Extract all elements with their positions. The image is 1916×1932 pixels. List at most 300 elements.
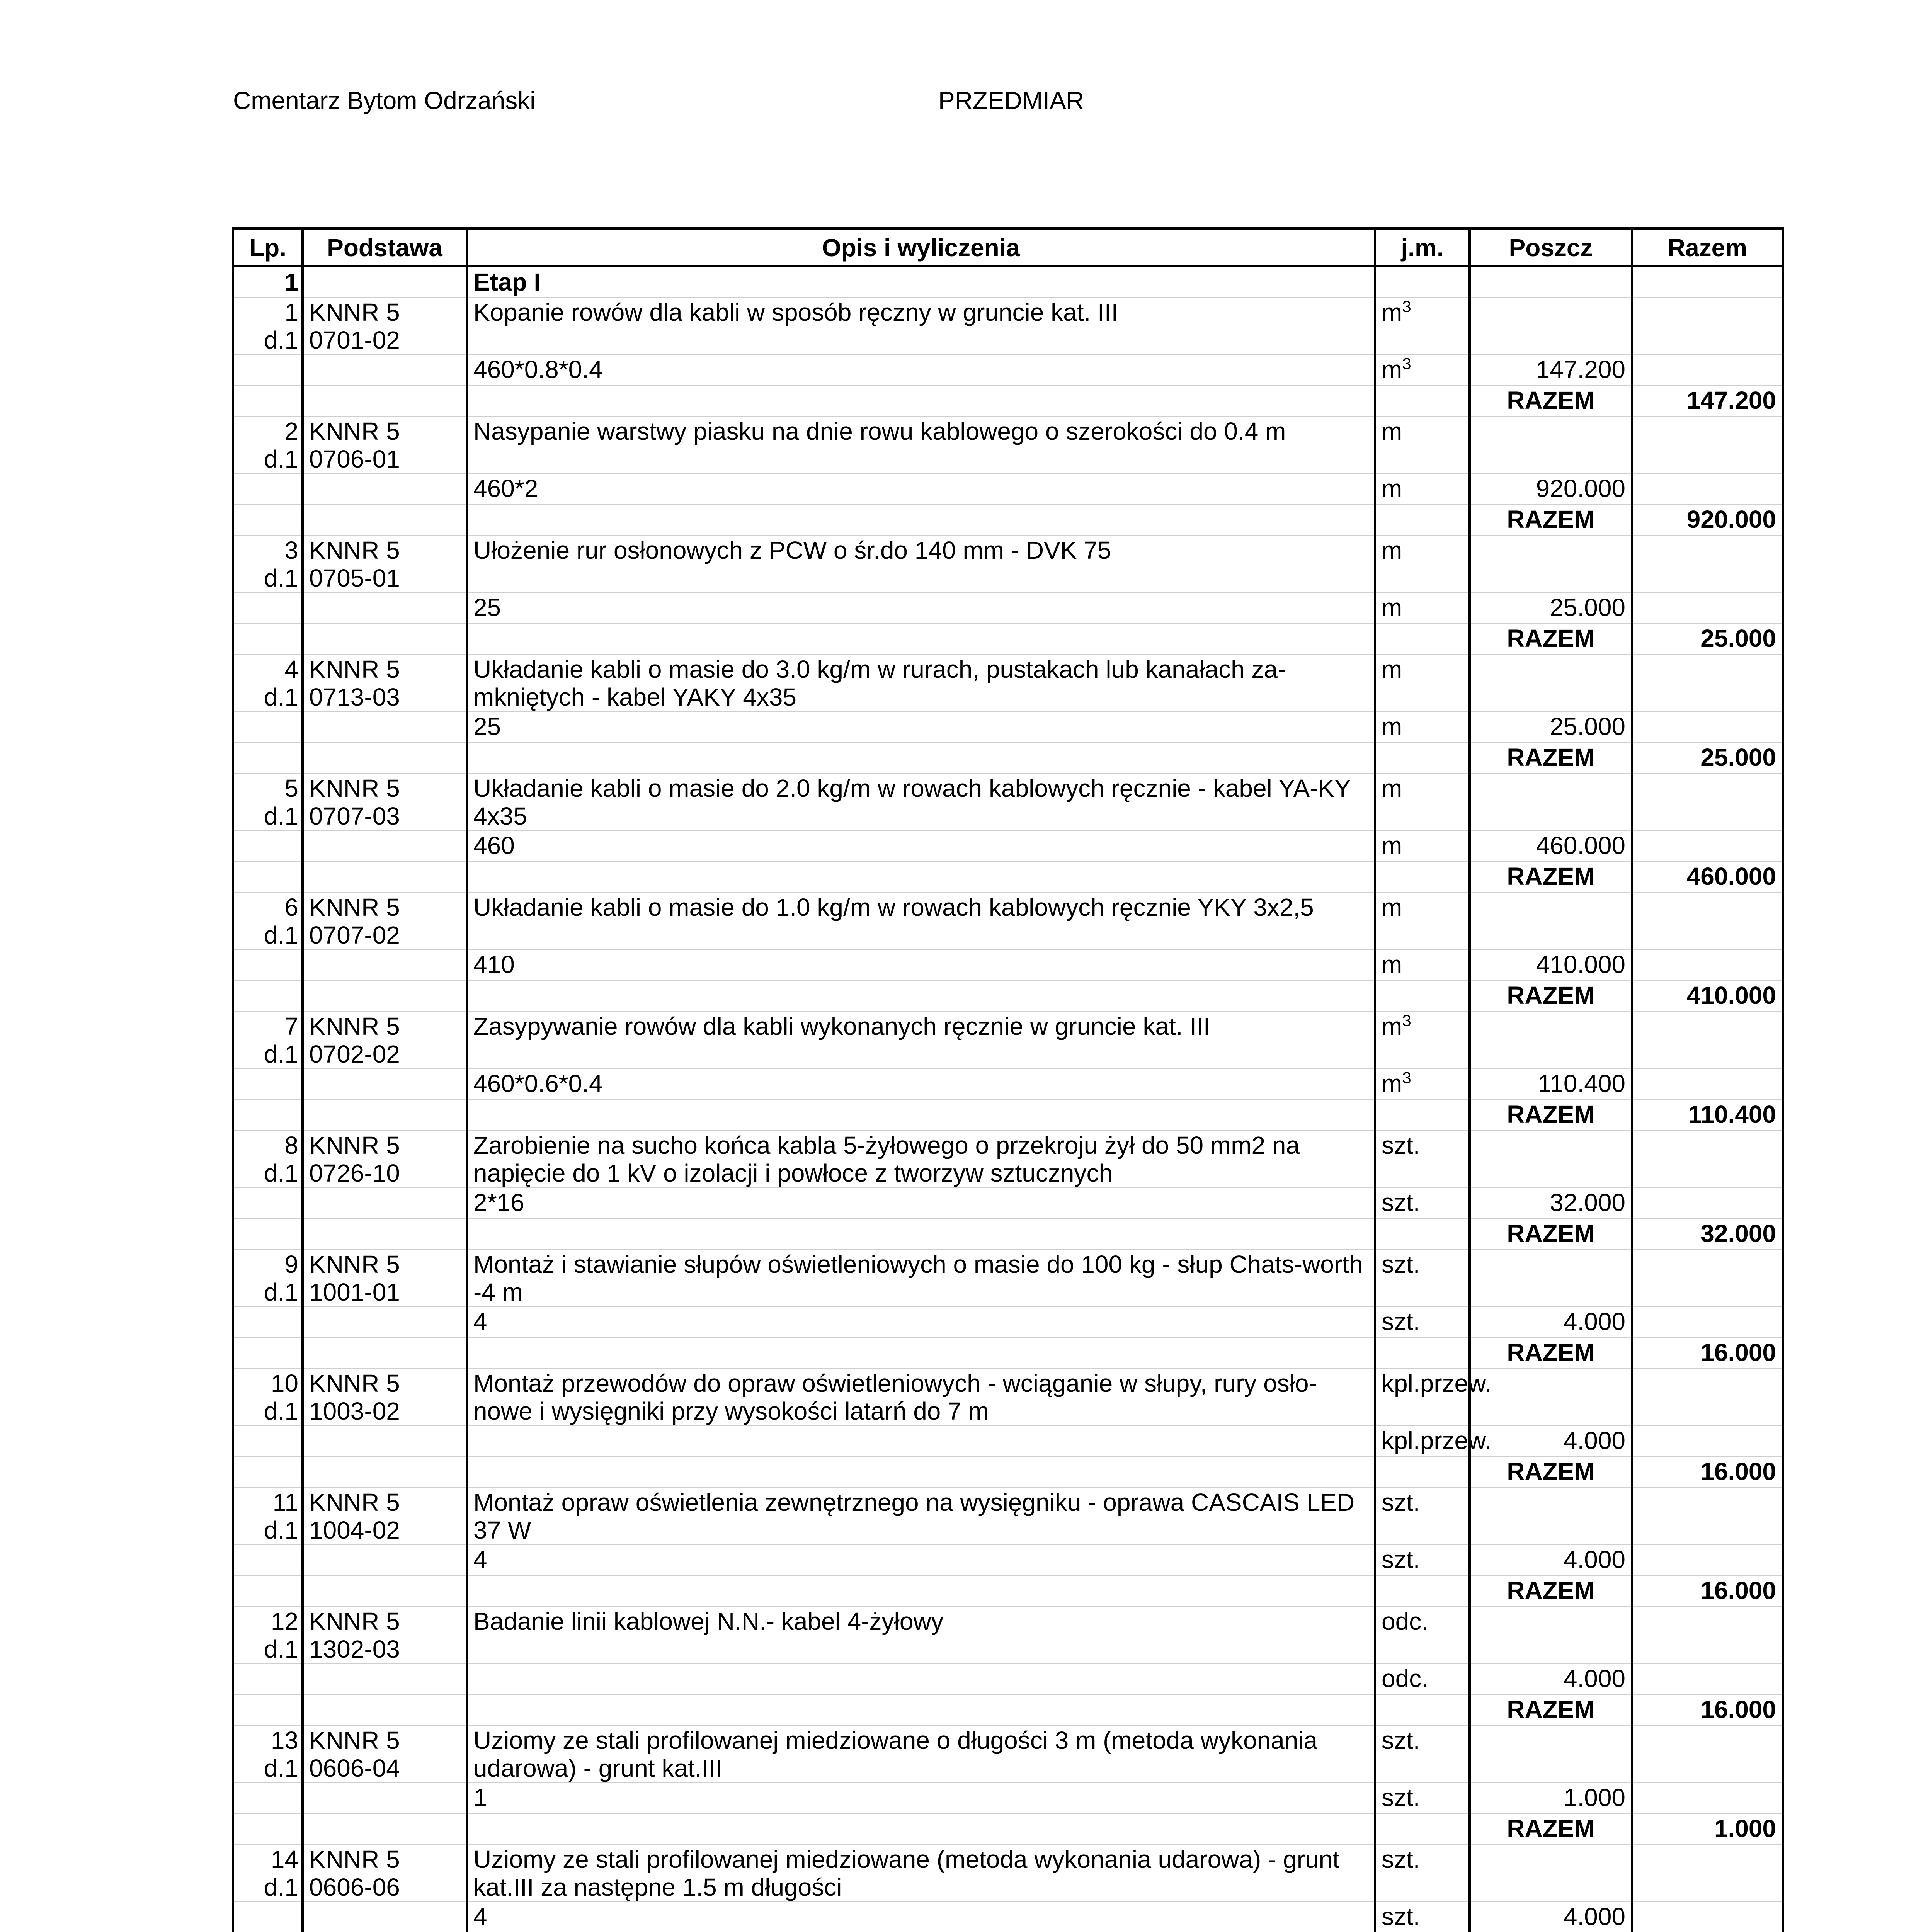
przedmiar-table [232, 227, 1784, 1932]
col-podstawa-header: Podstawa [303, 228, 467, 266]
empty-cell [233, 1099, 303, 1130]
empty-cell [1470, 1130, 1632, 1187]
col-jm-header: j.m. [1375, 228, 1470, 266]
etap-name: Etap I [467, 266, 1375, 297]
item-sub: d.1 [264, 1278, 298, 1306]
empty-cell [1632, 1425, 1783, 1456]
empty-cell [303, 1456, 467, 1487]
table-row [233, 535, 1783, 592]
item-basis [303, 1844, 467, 1901]
empty-cell [1632, 1782, 1783, 1813]
poszcz-value: 4.000 [1470, 1663, 1632, 1694]
calc-expression: 4 [467, 1901, 1375, 1932]
unit-text: m [1382, 298, 1402, 326]
unit-text: szt. [1382, 1250, 1420, 1278]
table-row [233, 1725, 1783, 1782]
empty-cell [303, 1663, 467, 1694]
empty-cell [1632, 1187, 1783, 1218]
table-row [233, 1663, 1783, 1694]
razem-value: 16.000 [1632, 1337, 1783, 1368]
table-row [233, 830, 1783, 861]
razem-label: RAZEM [1470, 1337, 1632, 1368]
item-no: 9 [284, 1250, 298, 1278]
empty-cell [233, 1813, 303, 1844]
item-description: Montaż przewodów do opraw oświetleniowych - wciąganie w słupy, rury osło-nowe i wysięgniki przy wysokości latarń do 7 m [467, 1368, 1375, 1425]
item-no: 8 [284, 1131, 298, 1159]
calc-unit [1375, 354, 1470, 385]
razem-value: 147.200 [1632, 385, 1783, 416]
basis-catalog: KNNR 5 [309, 1488, 400, 1516]
item-number [233, 1130, 303, 1187]
razem-label: RAZEM [1470, 504, 1632, 535]
calc-unit-text: kpl.przew. [1382, 1427, 1492, 1454]
empty-cell [1375, 980, 1470, 1011]
unit-superscript: 3 [1402, 297, 1411, 316]
empty-cell [233, 980, 303, 1011]
item-unit [1375, 1130, 1470, 1187]
empty-cell [1375, 742, 1470, 773]
empty-cell [1632, 711, 1783, 742]
col-razem-header: Razem [1632, 228, 1783, 266]
item-basis [303, 773, 467, 830]
empty-cell [303, 830, 467, 861]
empty-cell [303, 1901, 467, 1932]
basis-position: 0726-10 [309, 1159, 400, 1187]
empty-cell [303, 385, 467, 416]
unit-text: odc. [1382, 1607, 1428, 1635]
empty-cell [233, 742, 303, 773]
empty-cell [1632, 416, 1783, 473]
item-number [233, 1725, 303, 1782]
empty-cell [1632, 892, 1783, 949]
basis-position: 1001-01 [309, 1278, 400, 1306]
empty-cell [233, 1306, 303, 1337]
calc-expression: 460*0.8*0.4 [467, 354, 1375, 385]
empty-cell [1632, 1068, 1783, 1099]
empty-cell [1470, 1725, 1632, 1782]
item-basis [303, 1606, 467, 1663]
empty-cell [1632, 1249, 1783, 1306]
basis-catalog: KNNR 5 [309, 774, 400, 802]
unit-text: m [1382, 655, 1402, 683]
empty-cell [1375, 504, 1470, 535]
item-no: 12 [271, 1607, 298, 1635]
empty-cell [467, 980, 1375, 1011]
empty-cell [233, 711, 303, 742]
item-unit [1375, 416, 1470, 473]
table-row [233, 416, 1783, 473]
calc-unit [1375, 473, 1470, 504]
item-unit [1375, 1011, 1470, 1068]
basis-catalog: KNNR 5 [309, 417, 400, 445]
razem-label: RAZEM [1470, 742, 1632, 773]
empty-cell [303, 623, 467, 654]
razem-label: RAZEM [1470, 623, 1632, 654]
table-row [233, 773, 1783, 830]
item-description: Zarobienie na sucho końca kabla 5-żyłowego o przekroju żył do 50 mm2 na napięcie do 1 kV o izolacji i powłoce z tworzyw sztucznych [467, 1130, 1375, 1187]
empty-cell [1470, 654, 1632, 711]
calc-expression: 460 [467, 830, 1375, 861]
empty-cell [233, 1782, 303, 1813]
empty-cell [467, 1218, 1375, 1249]
empty-cell [1632, 1606, 1783, 1663]
poszcz-value: 4.000 [1470, 1425, 1632, 1456]
table-row [233, 1782, 1783, 1813]
empty-cell [303, 861, 467, 892]
empty-cell [1632, 354, 1783, 385]
item-number [233, 1011, 303, 1068]
item-sub: d.1 [264, 921, 298, 949]
item-unit [1375, 654, 1470, 711]
empty-cell [233, 623, 303, 654]
razem-value: 110.400 [1632, 1099, 1783, 1130]
empty-cell [233, 1068, 303, 1099]
empty-cell [233, 1663, 303, 1694]
calc-unit-text: m [1382, 951, 1402, 978]
table-row [233, 1901, 1783, 1932]
empty-cell [1632, 654, 1783, 711]
item-sub: d.1 [264, 1873, 298, 1901]
unit-text: kpl.przew. [1382, 1369, 1492, 1397]
empty-cell [1632, 535, 1783, 592]
empty-cell [303, 1544, 467, 1575]
item-description: Uziomy ze stali profilowanej miedziowane o długości 3 m (metoda wykonania udarowa) - grunt kat.III [467, 1725, 1375, 1782]
calc-unit [1375, 830, 1470, 861]
item-unit [1375, 297, 1470, 354]
empty-cell [1375, 1456, 1470, 1487]
empty-cell [1375, 1218, 1470, 1249]
item-basis [303, 1368, 467, 1425]
razem-label: RAZEM [1470, 980, 1632, 1011]
item-no: 6 [284, 893, 298, 921]
item-number [233, 654, 303, 711]
razem-value: 920.000 [1632, 504, 1783, 535]
item-no: 5 [284, 774, 298, 802]
basis-position: 0702-02 [309, 1040, 400, 1068]
empty-cell [1470, 1844, 1632, 1901]
calc-unit [1375, 949, 1470, 980]
item-description: Układanie kabli o masie do 3.0 kg/m w rurach, pustakach lub kanałach za-mkniętych - kabel YAKY 4x35 [467, 654, 1375, 711]
empty-cell [1375, 861, 1470, 892]
basis-position: 1004-02 [309, 1516, 400, 1544]
table-row [233, 980, 1783, 1011]
table-row [233, 1694, 1783, 1725]
empty-cell [233, 830, 303, 861]
item-description: Zasypywanie rowów dla kabli wykonanych ręcznie w gruncie kat. III [467, 1011, 1375, 1068]
empty-cell [303, 1694, 467, 1725]
empty-cell [303, 354, 467, 385]
item-basis [303, 1011, 467, 1068]
table-row [233, 892, 1783, 949]
item-number [233, 1487, 303, 1544]
table-row [233, 1844, 1783, 1901]
item-unit [1375, 1368, 1492, 1425]
empty-cell [1375, 1099, 1470, 1130]
item-basis [303, 1487, 467, 1544]
empty-cell [233, 354, 303, 385]
empty-cell [1470, 1249, 1632, 1306]
table-row [233, 1544, 1783, 1575]
item-no: 14 [271, 1845, 298, 1873]
calc-unit-text: m [1382, 832, 1402, 859]
empty-cell [303, 1187, 467, 1218]
table-row [233, 1011, 1783, 1068]
item-unit [1375, 1487, 1470, 1544]
table-row [233, 1249, 1783, 1306]
empty-cell [303, 1218, 467, 1249]
empty-cell [233, 473, 303, 504]
empty-cell [1375, 1813, 1470, 1844]
item-number [233, 535, 303, 592]
empty-cell [233, 1337, 303, 1368]
item-description: Nasypanie warstwy piasku na dnie rowu kablowego o szerokości do 0.4 m [467, 416, 1375, 473]
item-unit [1375, 1725, 1470, 1782]
empty-cell [303, 504, 467, 535]
table-row [233, 385, 1783, 416]
empty-cell [1470, 1606, 1632, 1663]
basis-position: 1302-03 [309, 1635, 400, 1663]
razem-value: 16.000 [1632, 1456, 1783, 1487]
empty-cell [233, 504, 303, 535]
basis-catalog: KNNR 5 [309, 1607, 400, 1635]
basis-catalog: KNNR 5 [309, 1012, 400, 1040]
unit-text: szt. [1382, 1488, 1420, 1516]
item-number [233, 773, 303, 830]
empty-cell [233, 1694, 303, 1725]
item-description: Kopanie rowów dla kabli w sposób ręczny w gruncie kat. III [467, 297, 1375, 354]
table-row [233, 1487, 1783, 1544]
calc-unit [1375, 1901, 1470, 1932]
poszcz-value: 4.000 [1470, 1306, 1632, 1337]
table-row [233, 297, 1783, 354]
poszcz-value: 110.400 [1470, 1068, 1632, 1099]
table-row [233, 949, 1783, 980]
empty-cell [303, 1306, 467, 1337]
empty-cell [303, 592, 467, 623]
table-row [233, 1425, 1783, 1456]
calc-unit [1375, 1187, 1470, 1218]
empty-cell [233, 949, 303, 980]
calc-expression: 25 [467, 711, 1375, 742]
calc-unit-text: m [1382, 1070, 1402, 1097]
table-header-row [233, 228, 1783, 266]
table-row [233, 1099, 1783, 1130]
empty-cell [467, 1456, 1375, 1487]
item-no: 7 [284, 1012, 298, 1040]
item-number [233, 1606, 303, 1663]
empty-cell [1470, 773, 1632, 830]
item-sub: d.1 [264, 445, 298, 473]
empty-cell [233, 592, 303, 623]
razem-value: 460.000 [1632, 861, 1783, 892]
razem-label: RAZEM [1470, 1575, 1632, 1606]
item-basis [303, 654, 467, 711]
basis-catalog: KNNR 5 [309, 536, 400, 564]
table-row [233, 1456, 1783, 1487]
item-sub: d.1 [264, 1635, 298, 1663]
empty-cell [233, 1544, 303, 1575]
calc-unit [1375, 592, 1470, 623]
poszcz-value: 147.200 [1470, 354, 1632, 385]
document-header-type: PRZEDMIAR [938, 87, 1084, 114]
basis-catalog: KNNR 5 [309, 298, 400, 326]
item-no: 13 [271, 1726, 298, 1754]
table-row [233, 504, 1783, 535]
item-unit [1375, 892, 1470, 949]
item-description: Układanie kabli o masie do 1.0 kg/m w rowach kablowych ręcznie YKY 3x2,5 [467, 892, 1375, 949]
table-row [233, 742, 1783, 773]
empty-cell [303, 1575, 467, 1606]
calc-unit-text: szt. [1382, 1784, 1420, 1811]
item-basis [303, 1725, 467, 1782]
empty-cell [467, 1813, 1375, 1844]
empty-cell [467, 1099, 1375, 1130]
item-sub: d.1 [264, 326, 298, 354]
unit-text: m [1382, 774, 1402, 802]
col-lp-header: Lp. [233, 228, 303, 266]
empty-cell [233, 1901, 303, 1932]
item-basis [303, 1249, 467, 1306]
item-sub: d.1 [264, 1040, 298, 1068]
item-no: 2 [284, 417, 298, 445]
calc-unit-text: odc. [1382, 1665, 1428, 1692]
table-row [233, 1068, 1783, 1099]
table-row [233, 473, 1783, 504]
empty-cell [303, 742, 467, 773]
basis-catalog: KNNR 5 [309, 1131, 400, 1159]
table-row [233, 1813, 1783, 1844]
empty-cell [1470, 1368, 1632, 1425]
table-row [233, 654, 1783, 711]
poszcz-value: 25.000 [1470, 592, 1632, 623]
calc-unit [1375, 1663, 1470, 1694]
col-opis-header: Opis i wyliczenia [467, 228, 1375, 266]
empty-cell [467, 1575, 1375, 1606]
item-number [233, 416, 303, 473]
basis-catalog: KNNR 5 [309, 893, 400, 921]
empty-cell [467, 385, 1375, 416]
unit-superscript: 3 [1402, 354, 1411, 373]
basis-position: 0606-06 [309, 1873, 400, 1901]
basis-position: 0701-02 [309, 326, 400, 354]
calc-unit [1375, 711, 1470, 742]
item-no: 4 [284, 655, 298, 683]
item-sub: d.1 [264, 564, 298, 592]
table-row [233, 354, 1783, 385]
empty-cell [1632, 1663, 1783, 1694]
razem-label: RAZEM [1470, 1694, 1632, 1725]
poszcz-value: 4.000 [1470, 1544, 1632, 1575]
razem-value: 25.000 [1632, 623, 1783, 654]
item-sub: d.1 [264, 802, 298, 830]
document-header-title: Cmentarz Bytom Odrzański [233, 87, 536, 114]
poszcz-value: 25.000 [1470, 711, 1632, 742]
empty-cell [233, 1425, 303, 1456]
empty-cell [1632, 297, 1783, 354]
empty-cell [1632, 1544, 1783, 1575]
table-row [233, 1187, 1783, 1218]
empty-cell [1632, 592, 1783, 623]
calc-unit-text: m [1382, 594, 1402, 621]
item-unit [1375, 773, 1470, 830]
item-unit [1375, 535, 1470, 592]
empty-cell [1470, 416, 1632, 473]
poszcz-value: 410.000 [1470, 949, 1632, 980]
etap-number: 1 [233, 266, 303, 297]
empty-cell [1632, 1901, 1783, 1932]
table-row [233, 592, 1783, 623]
calc-unit-text: szt. [1382, 1546, 1420, 1573]
unit-text: szt. [1382, 1131, 1420, 1159]
basis-catalog: KNNR 5 [309, 1845, 400, 1873]
basis-catalog: KNNR 5 [309, 1369, 400, 1397]
basis-position: 0705-01 [309, 564, 400, 592]
calc-expression: 4 [467, 1544, 1375, 1575]
item-number [233, 1249, 303, 1306]
calc-unit-text: m [1382, 355, 1402, 383]
table-row [233, 1575, 1783, 1606]
empty-cell [467, 861, 1375, 892]
item-description: Ułożenie rur osłonowych z PCW o śr.do 140 mm - DVK 75 [467, 535, 1375, 592]
table-row [233, 1337, 1783, 1368]
unit-text: m [1382, 417, 1402, 445]
table-row [233, 1130, 1783, 1187]
item-basis [303, 416, 467, 473]
poszcz-value: 32.000 [1470, 1187, 1632, 1218]
empty-cell [1375, 1575, 1470, 1606]
table-row [233, 1218, 1783, 1249]
unit-text: m [1382, 1012, 1402, 1040]
razem-value: 32.000 [1632, 1218, 1783, 1249]
item-basis [303, 535, 467, 592]
razem-label: RAZEM [1470, 1813, 1632, 1844]
empty-cell [233, 1456, 303, 1487]
poszcz-value: 1.000 [1470, 1782, 1632, 1813]
razem-value: 16.000 [1632, 1694, 1783, 1725]
item-sub: d.1 [264, 1159, 298, 1187]
calc-unit [1375, 1782, 1470, 1813]
item-number [233, 297, 303, 354]
empty-cell [303, 711, 467, 742]
calc-unit-text: szt. [1382, 1189, 1420, 1216]
item-sub: d.1 [264, 1397, 298, 1425]
empty-cell [303, 1099, 467, 1130]
item-no: 10 [271, 1369, 298, 1397]
empty-cell [467, 504, 1375, 535]
calc-expression: 2*16 [467, 1187, 1375, 1218]
basis-position: 0707-03 [309, 802, 400, 830]
basis-position: 1003-02 [309, 1397, 400, 1425]
razem-value: 410.000 [1632, 980, 1783, 1011]
empty-cell [1632, 1130, 1783, 1187]
empty-cell [1470, 892, 1632, 949]
empty-cell [1632, 773, 1783, 830]
calc-expression: 410 [467, 949, 1375, 980]
empty-cell [233, 1187, 303, 1218]
empty-cell [467, 623, 1375, 654]
razem-label: RAZEM [1470, 385, 1632, 416]
item-description: Montaż opraw oświetlenia zewnętrznego na wysięgniku - oprawa CASCAIS LED 37 W [467, 1487, 1375, 1544]
empty-cell [1632, 1844, 1783, 1901]
table-row [233, 623, 1783, 654]
empty-cell [1470, 535, 1632, 592]
basis-catalog: KNNR 5 [309, 1250, 400, 1278]
unit-text: m [1382, 536, 1402, 564]
empty-cell [303, 1425, 467, 1456]
razem-value: 16.000 [1632, 1575, 1783, 1606]
empty-cell [233, 861, 303, 892]
empty-cell [1375, 385, 1470, 416]
